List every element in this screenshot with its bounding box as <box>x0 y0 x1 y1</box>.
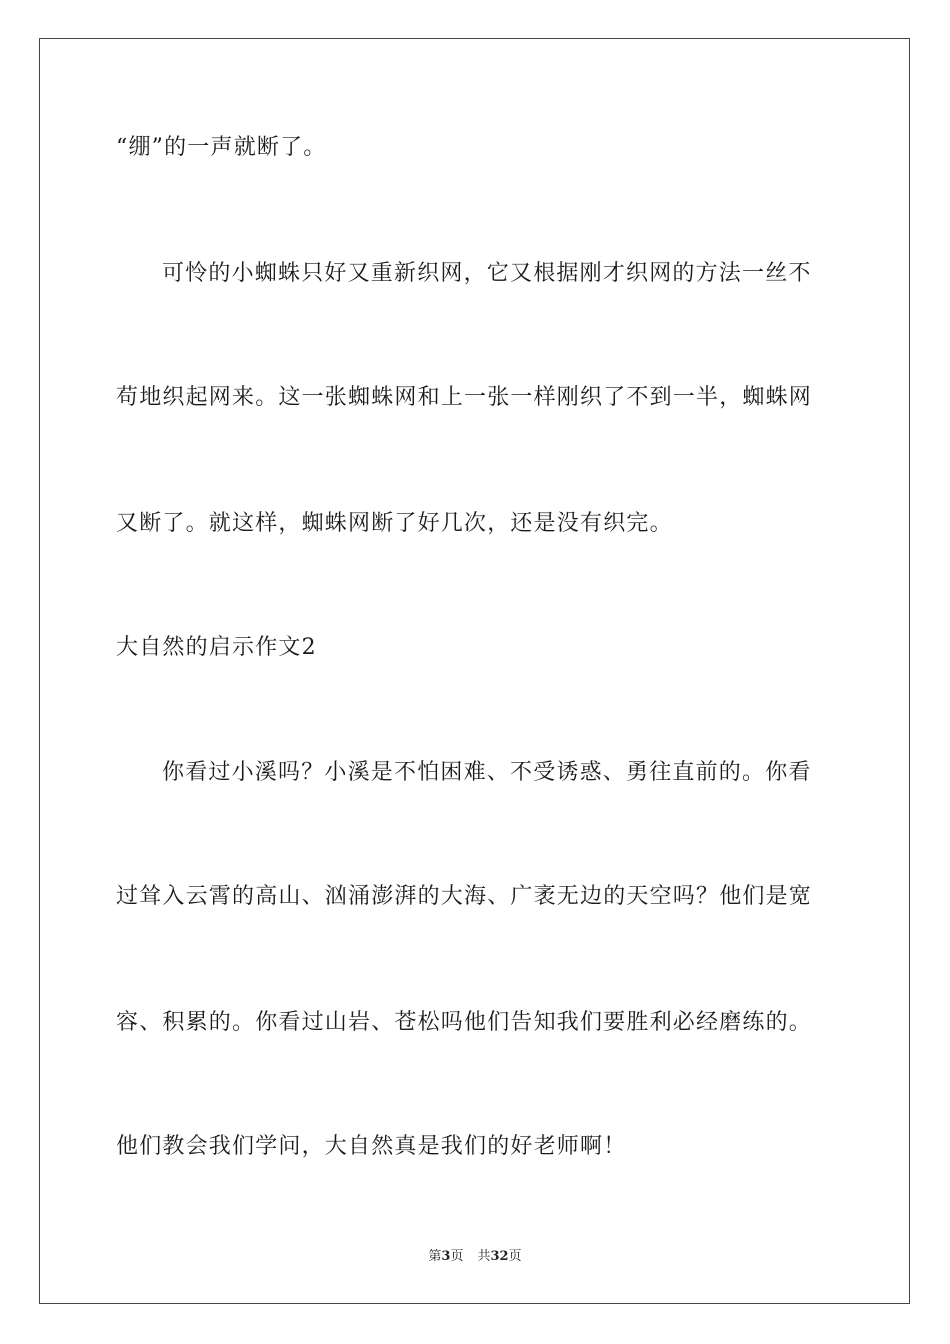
paragraph-line: 又断了。就这样，蜘蛛网断了好几次，还是没有织完。 <box>116 511 673 536</box>
paragraph-line: 他们教会我们学问，大自然真是我们的好老师啊！ <box>116 1134 627 1159</box>
paragraph-line: “绷”的一声就断了。 <box>116 135 327 160</box>
paragraph-line: 苟地织起网来。这一张蜘蛛网和上一张一样刚织了不到一半，蜘蛛网 <box>116 385 813 410</box>
page-prefix: 第 <box>428 1249 442 1264</box>
paragraph-line: 过耸入云霄的高山、汹涌澎湃的大海、广袤无边的天空吗？他们是宽 <box>116 884 813 909</box>
paragraph-line: 你看过小溪吗？小溪是不怕困难、不受诱惑、勇往直前的。你看 <box>162 760 812 785</box>
paragraph-line: 可怜的小蜘蛛只好又重新织网，它又根据刚才织网的方法一丝不 <box>162 261 812 286</box>
total-prefix: 共 <box>477 1249 491 1264</box>
page-border <box>39 38 910 1304</box>
total-pages: 32 <box>490 1249 509 1264</box>
paragraph-line: 容、积累的。你看过山岩、苍松吗他们告知我们要胜利必经磨练的。 <box>116 1010 813 1035</box>
page-footer <box>0 1248 950 1266</box>
page-suffix: 页 <box>450 1249 464 1264</box>
section-heading: 大自然的启示作文2 <box>116 635 317 660</box>
page-number: 3 <box>441 1249 451 1264</box>
total-suffix: 页 <box>508 1249 522 1264</box>
